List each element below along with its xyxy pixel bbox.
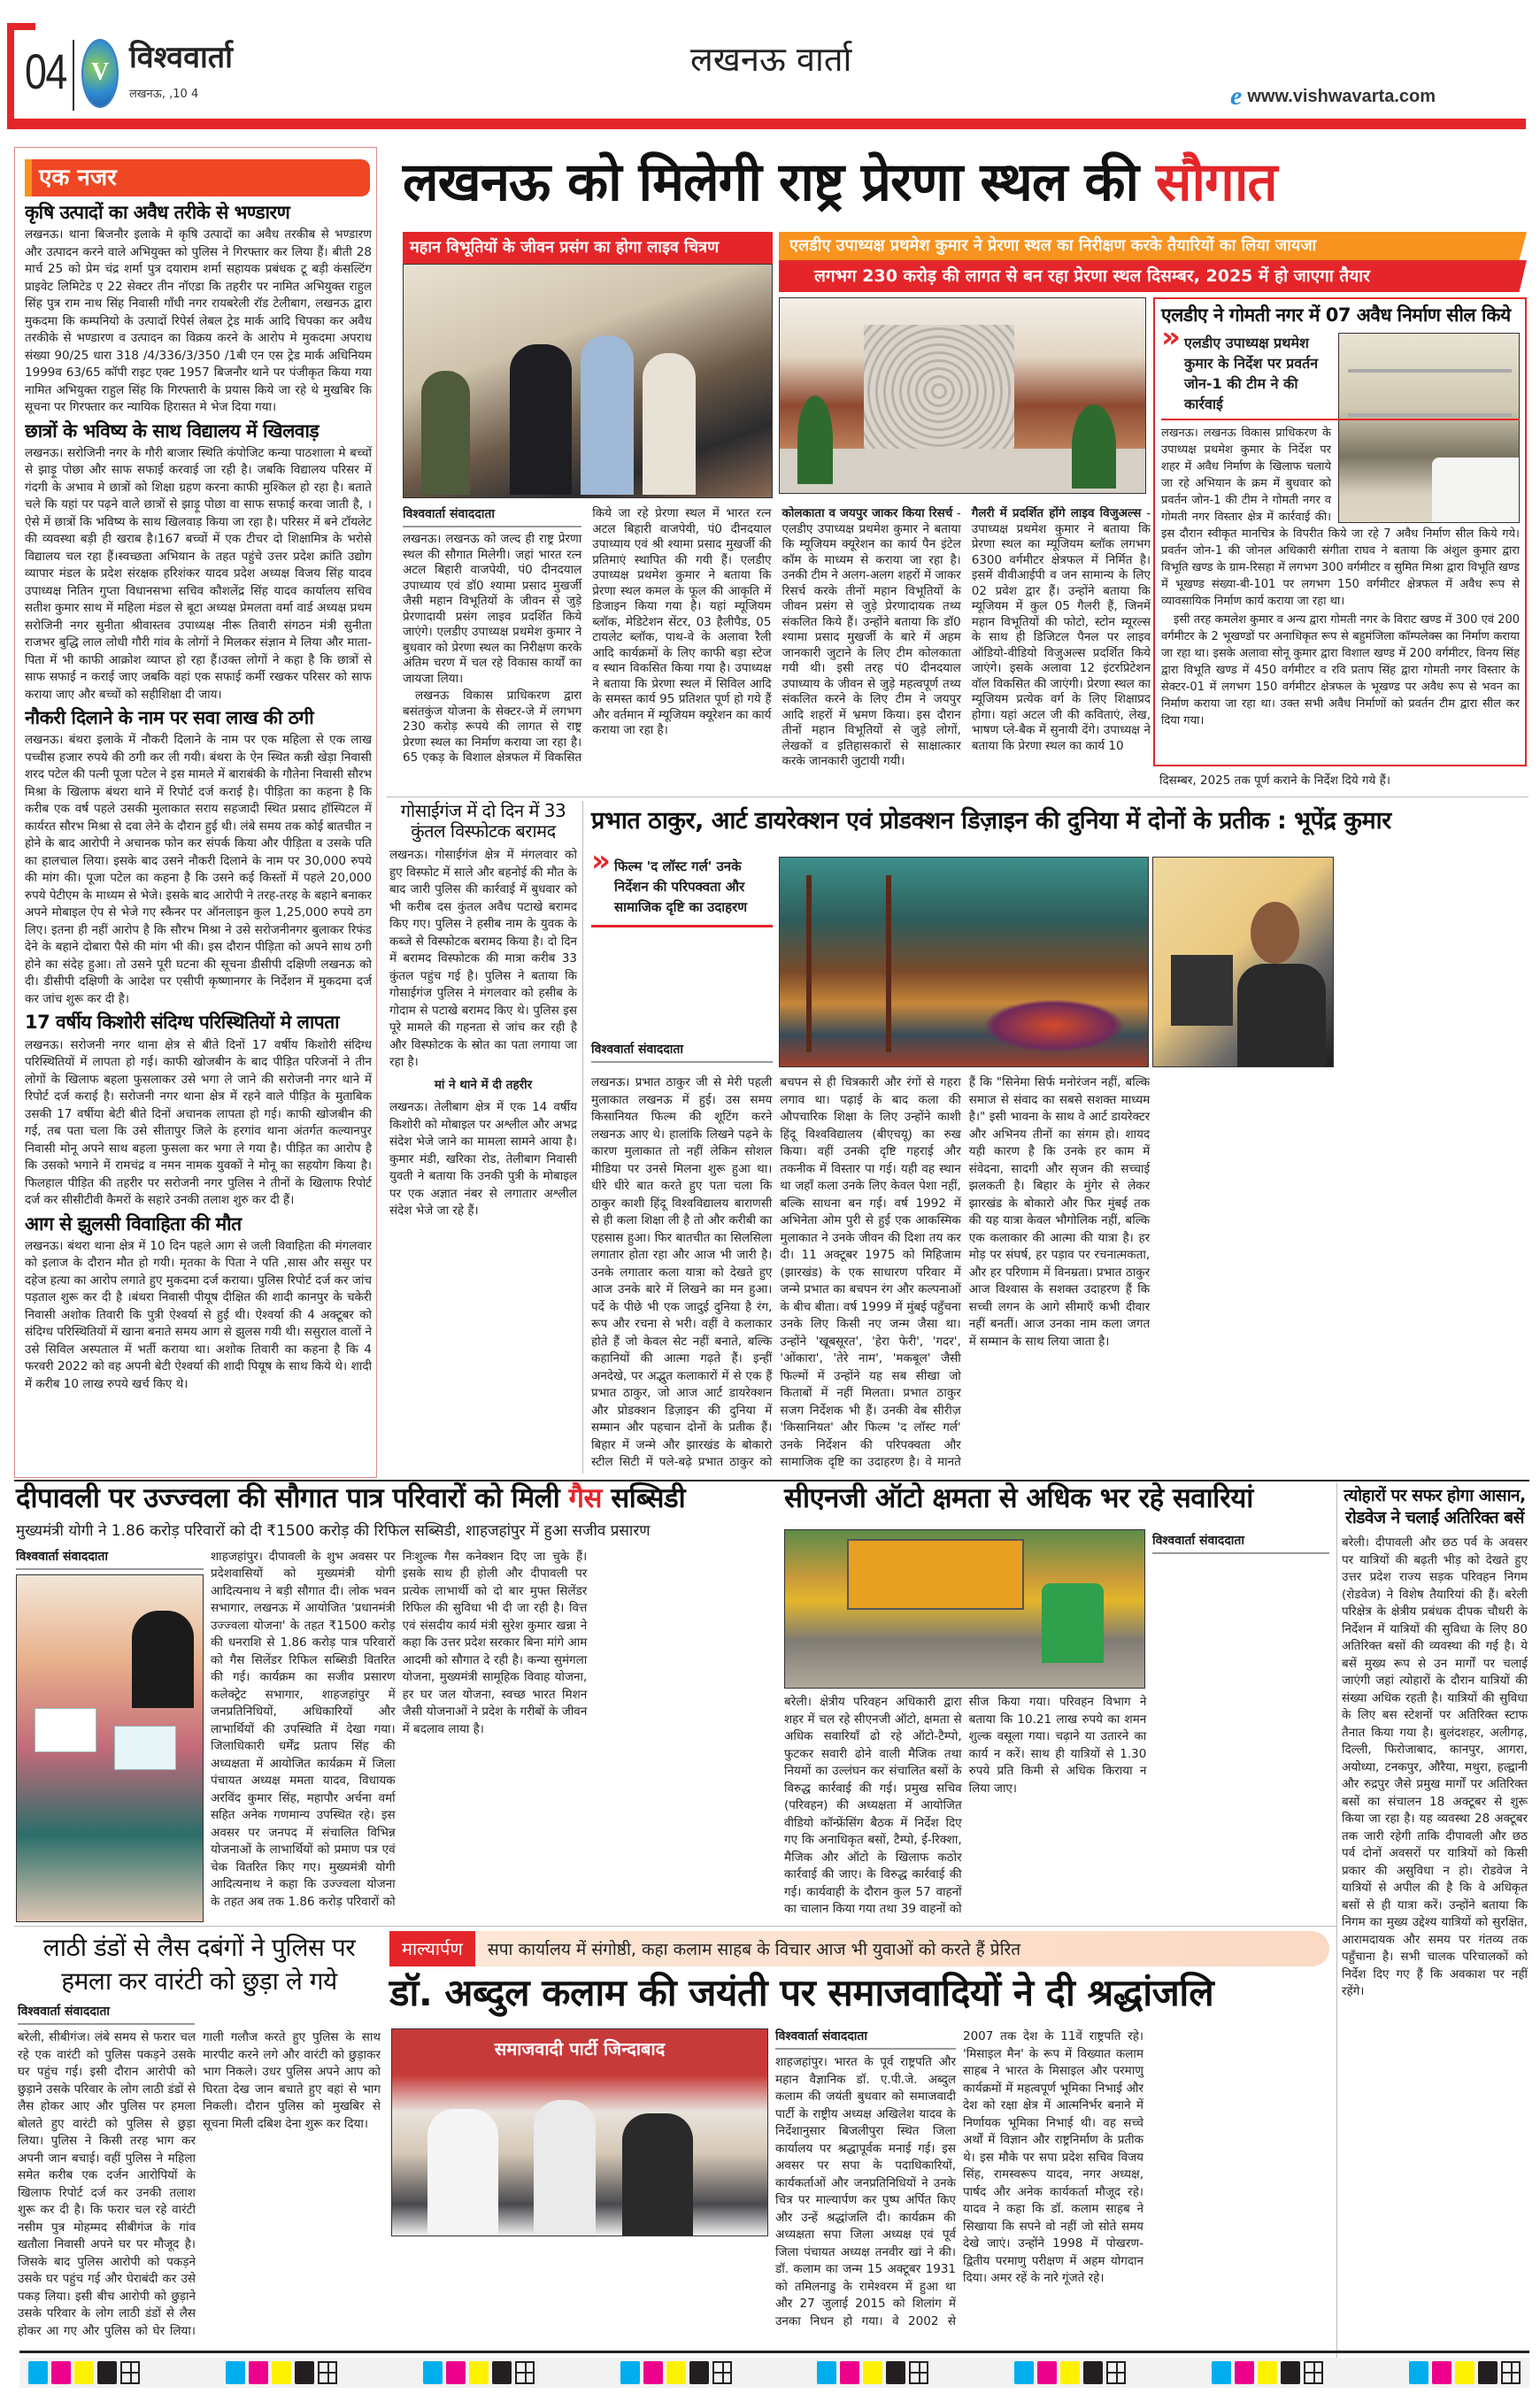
cmyk-swatch bbox=[28, 2360, 140, 2385]
lathi-headline: लाठी डंडों से लैस दबंगों ने पुलिस पर हमला कर वारंटी को छुड़ा ले गये bbox=[42, 1933, 356, 1996]
story-title: छात्रों के भविष्य के साथ विद्यालय में खिलवाड़ bbox=[25, 419, 320, 442]
prabhat-byline: विश्ववार्ता संवाददाता bbox=[591, 1042, 773, 1063]
kalam-strap bbox=[389, 1931, 1329, 1966]
lda-content bbox=[1161, 304, 1520, 761]
prabhat-thakur-photo bbox=[1152, 857, 1334, 1067]
roadways-headline: त्योहारों पर सफर होगा आसान, रोडवेज ने चलाईं अतिरिक्त बसें bbox=[1344, 1486, 1526, 1528]
cng-auto-checking-photo bbox=[784, 1529, 1145, 1689]
story-body: लखनऊ। सरोजनी नगर थाना क्षेत्र से बीते दिनों 17 वर्षीय किशोरी संदिग्ध परिस्थितियों में लापता हो गई। काफी खोजबीन के बाद पीड़ित परिजनों ने तीन लोगों के खिलाफ बहला फुसलाकर उसे भगा ले जाने की सरोजनी नगर थाने में रिपोर्ट दर्ज कराई है। सरोजनी नगर थाना क्षेत्र में रहने वाले पीड़ित के मुताबिक उसकी 17 वर्षीया बेटी बीते दिनों अचानक लापता हो गई। काफी खोजबीन की गई, तब पता चला कि उसे सीतापुर जिले के हरगांव थाना अंतर्गत कल्यानपुर निवासी मोनू अपने साथ बहला फुसला कर भगा ले गया है। पीड़ित का आरोप है कि उसको भगाने में रामचंद्र व नमन नामक युवकों ने मोनू का सहयोग किया है। फिलहाल पीड़ित की तहरीर पर सरोजनी नगर पुलिस ने तीनों के खिलाफ रिपोर्ट दर्ज कर सीसीटीवी कैमरों के सहारे उनकी तलाश शुरु कर दी हैं। bbox=[25, 1037, 372, 1208]
story-title: आग से झुलसी विवाहिता की मौत bbox=[25, 1212, 242, 1235]
story-title: 17 वर्षीय किशोरी संदिग्ध परिस्थितियों मे लापता bbox=[25, 1012, 340, 1034]
section-divider bbox=[14, 1926, 1336, 1927]
ujjwala-headline: दीपावली पर उज्ज्वला की सौगात पात्र परिवारों को मिली गैस सब्सिडी bbox=[16, 1482, 686, 1514]
story-title: नौकरी दिलाने के नाम पर सवा लाख की ठगी bbox=[25, 707, 314, 729]
roadways-section bbox=[1342, 1485, 1528, 2347]
section-title: लखनऊ वार्ता bbox=[690, 40, 852, 79]
page-number: 04 bbox=[25, 43, 66, 99]
lead-continuation: दिसम्बर, 2025 तक पूर्ण कराने के निर्देश दिये गये हैं। bbox=[1159, 773, 1390, 788]
cmyk-swatch bbox=[226, 2360, 337, 2385]
masthead-top-trim bbox=[35, 23, 1526, 32]
lathi-byline: विश्ववार्ता संवाददाता bbox=[18, 2004, 195, 2025]
ujjwala-byline: विश्ववार्ता संवाददाता bbox=[16, 1549, 204, 1570]
gosaiganj-headline: गोसाईगंज में दो दिन में 33 कुंतल विस्फोटक बरामद bbox=[400, 800, 566, 842]
lead-strap-orange: एलडीए उपाध्यक्ष प्रथमेश कुमार ने प्रेरणा स्थल का निरीक्षण करके तैयारियों का लिया जायजा bbox=[789, 236, 1317, 255]
subhead: मां ने थाने में दी तहरीर bbox=[434, 1077, 533, 1092]
prabhat-body bbox=[591, 1074, 1528, 1474]
ek-najar-stories bbox=[25, 202, 372, 1471]
cmyk-swatch bbox=[817, 2360, 928, 2385]
kalam-tribute-photo bbox=[391, 2028, 768, 2236]
ujjwala-section bbox=[16, 1483, 779, 1922]
prabhat-pull-quote: » फिल्म 'द लॉस्ट गर्ल' उनके निर्देशन की परिपक्वता और सामाजिक दृष्टि का उदाहरण bbox=[591, 857, 773, 927]
ujjwala-body bbox=[211, 1549, 779, 1922]
ek-najar-label: एक नजर bbox=[25, 159, 370, 196]
lda-paragraph: लखनऊ। लखनऊ विकास प्राधिकरण के उपाध्यक्ष प्रथमेश कुमार के निर्देश पर शहर में अवैध निर्माण के खिलाफ चलाये जा रहे अभियान के क्रम में बुधवार को प्रवर्तन जोन-1 की टीम ने गोमती नगर व गोमती नगर विस्तार क्षेत्र में कार्रवाई की। इस दौरान स्वीकृत मानचित्र के विपरीत किये जा रहे 7 अवैध निर्माण सील किये गये। प्रवर्तन जोन-1 की जोनल अधिकारी संगीता राघव ने बताया कि अंशुल कुमार द्वारा विभूति खण्ड के ग्राम-रिसहा में लगभग 300 वर्गमीटर व सुमित मिश्रा द्वारा विभूति खण्ड में भूखण्ड संख्या-बी-101 पर लगभग 150 वर्गमीटर क्षेत्रफल में अवैध रूप से व्यावसायिक निर्माण कार्य कराया जा रहा था। bbox=[1161, 427, 1520, 609]
footer-rule bbox=[19, 2351, 1529, 2353]
story-title: कृषि उत्पादों का अवैध तरीके से भण्डारण bbox=[25, 202, 290, 223]
cmyk-swatch bbox=[1212, 2360, 1323, 2385]
story-body: लखनऊ। थाना बिजनौर इलाके मे कृषि उत्पादों का अवैध तरकीब से भण्डारण और उत्पादन करने वाले अभियुक्त को पुलिस ने गिरफ्तार कर लिया हैं। बीती 28 मार्च 25 को प्रेम चंद्र शर्मा पुत्र दयाराम शर्मा सहायक प्रबंधक टू बड़ी कंसल्टिंग प्राइवेट लिमिटेड ए 22 सेक्टर तीन नॉएडा कि तहरीर पर नामित अभियुक्त राहुल सिंह पुत्र राम नाथ सिंह निवासी गाँधी नगर रायबरेली रॉड टेलीबाग, लखनऊ द्वारा मुकदमा कि कम्पनियो के उत्पादों रिपेर्स लेबल ट्रेड मार्क आदि चिपका कर अवैध तरकीके से भण्डारण व उत्पादन का विक्रय करने के आरोप मे मुकदमा अपराध संख्या 90/25 धारा 318 /4/336/3/350 /1बी एन एस ट्रेड मार्क अधिनियम 1999व 63/65 कॉपी राइट एक्ट 1957 बिजनौर थाने पर पंजीकृत किया गया नामित अभियुक्त राहुल सिंह कि गिरफ्तारी के प्रयास किये जा रहे थे मुखबिर कि सूचना पर गिरफ्तार कर न्यायिक हिरासत मे भेज दिया गया। bbox=[25, 227, 372, 415]
story-body: लखनऊ। बंथरा इलाके में नौकरी दिलाने के नाम पर एक महिला से एक लाख पच्चीस हजार रुपये की ठगी कर ली गयी। बंथरा के ऐन स्थित कन्नी खेड़ा निवासी शरद पटेल की पत्नी पूजा पटेल ने इस मामले में बाराबंकी के गौतेना निवासी सौरभ मिश्रा के खिलाफ बंथरा थाने में रिपोर्ट दर्ज कराई है। पीड़िता का कहना है कि करीब एक वर्ष पहले उसकी मुलाकात सराय सहजादी स्थित प्रसाद हॉस्पिटल में कार्यरत सौरभ मिश्रा से दवा लेने के दौरान हुई थी। लंबे समय तक कोई बातचीत न होने के बाद आरोपी ने अचानक फोन कर संपर्क किया और पीड़िता व उसके पति का हालचाल लिया। इसके बाद उसने नौकरी दिलाने के नाम पर 30,000 रुपये की मांग की। पूजा पटेल का कहना है कि उसने कई किस्तों में पहले 20,000 रुपये पेटीएम के माध्यम से भेजे। इसके बाद आरोपी ने तरह-तरह के बहाने बनाकर अपने मोबाइल ऐप से भेजे गए स्कैनर पर ऑनलाइन कुल 1,25,000 रुपये ठग लिए। इतना ही नहीं आरोप है कि सौरभ मिश्रा ने उसे सरोजनीनगर बुलाकर रिफंड देने के बहाने दोबारा पैसे की मांग भी की। इस दौरान पीड़िता को अपने साथ ठगी होने का संदेह हुआ। तो उसने पूरी घटना की सूचना डीसीपी दक्षिणी लखनऊ को दी। डीसीपी दक्षिणी के आदेश पर एसीपी कृष्णानगर के निर्देशन में मुकदमा दर्ज कर जांच शुरू कर दी है। bbox=[25, 733, 372, 1006]
lead-headline: लखनऊ को मिलेगी राष्ट्र प्रेरणा स्थल की सौगात bbox=[403, 151, 1277, 213]
cmyk-swatch bbox=[1409, 2360, 1521, 2385]
lathi-section bbox=[18, 1931, 381, 2347]
color-registration-bar bbox=[19, 2358, 1529, 2388]
ujjwala-content bbox=[16, 1549, 779, 1922]
column-divider bbox=[1336, 1483, 1337, 2368]
gosaiganj-body bbox=[389, 847, 577, 1475]
kalam-headline: डॉ. अब्दुल कलाम की जयंती पर समाजवादियों ने दी श्रद्धांजलि bbox=[389, 1971, 1214, 2014]
kalam-paragraph: शाहजहांपुर। भारत के पूर्व राष्ट्रपति और महान वैज्ञानिक डॉ. ए.पी.जे. अब्दुल कलाम की जयंती बुधवार को समाजवादी पार्टी के राष्ट्रीय अध्यक्ष अखिलेश यादव के निर्देशानुसार बिजलीपुरा स्थित जिला कार्यालय पर श्रद्धापूर्वक मनाई गई। इस अवसर पर सपा के पदाधिकारियों, कार्यकर्ताओं और जनप्रतिनिधियों ने उनके चित्र पर माल्यार्पण कर पुष्प अर्पित किए और उन्हें श्रद्धांजलि दी। कार्यक्रम की अध्यक्षता सपा जिला अध्यक्ष एवं पूर्व जिला पंचायत अध्यक्ष तनवीर खां ने की। डॉ. कलाम का जन्म 15 अक्टूबर 1931 को तमिलनाडु के रामेश्वरम में हुआ था और 27 जुलाई 2015 को शिलांग में उनका निधन हो गया। वे 2002 से 2007 तक देश के 11वें राष्ट्रपति रहे। 'मिसाइल मैन' के रूप में विख्यात कलाम साहब ने भारत के मिसाइल और परमाणु कार्यक्रमों में महत्वपूर्ण भूमिका निभाई और देश को रक्षा क्षेत्र में आत्मनिर्भर बनाने में निर्णायक भूमिका निभाई थी। वह सच्चे अर्थों में विज्ञान और राष्ट्रनिर्माण के प्रतीक थे। इस मौके पर सपा प्रदेश सचिव विजय सिंह, रामस्वरूप यादव, नगर अध्यक्ष, पार्षद और अनेक कार्यकर्ता मौजूद रहे। यादव ने कहा कि डॉ. कलाम साहब ने सिखाया कि सपने वो नहीं जो सोते समय देखे जाएं। उन्होंने 1998 में पोखरण-द्वितीय परमाणु परीक्षण में अहम योगदान दिया। अमर रहें के नारे गूंजते रहे। bbox=[775, 2029, 1143, 2328]
lead-paragraph: कोलकाता व जयपुर जाकर किया रिसर्च - एलडीए उपाध्यक्ष प्रथमेश कुमार ने बताया कि म्यूजियम क्यूरेशन का कार्य पैन इंटेल कॉम के माध्यम से कराया जा रहा है। उनकी टीम ने अलग-अलग शहरों में जाकर रिसर्च करके तीनों महान विभूतियों के जीवन प्रसंग से जुड़े प्रेरणादायक तथ्य संकलित किये हैं। उन्होंने बताया कि डॉ0 श्यामा प्रसाद मुखर्जी के बारे में अहम जानकारी जुटाने के लिए टीम कोलकाता गयी थी। इसी तरह पं0 दीनदयाल उपाध्याय के जीवन से जुड़े महत्वपूर्ण तथ्य संकलित करने के लिए टीम ने जयपुर आदि शहरों में भ्रमण किया। इस दौरान तीनों महान विभूतियों से जुड़े लोगों, लेखकों व इतिहासकारों से साक्षात्कार करके जानकारी जुटायी गयी। bbox=[782, 506, 961, 768]
prabhat-intro bbox=[591, 857, 773, 1067]
gosaiganj-paragraph: लखनऊ। तेलीबाग क्षेत्र में एक 14 वर्षीय किशोरी को मोबाइल पर अश्लील और अभद्र संदेश भेजे जाने का मामला सामने आया है। कुमार मंडी, खरिका रोड, तेलीबाग निवासी युवती ने बताया कि उनकी पुत्री के मोबाइल पर एक अज्ञात नंबर से लगातार अश्लील संदेश भेजे जा रहे हैं। bbox=[389, 1100, 577, 1218]
lead-paragraph: गैलरी में प्रदर्शित होंगे लाइव विजुअल्स - उपाध्यक्ष प्रथमेश कुमार ने बताया कि प्रेरणा स्थल का म्यूजियम ब्लॉक लगभग 6300 वर्गमीटर क्षेत्रफल में निर्मित है। इसमें वीवीआईपी व जन सामान्य के लिए 02 प्रवेश द्वार हैं। उन्होंने बताया कि म्यूजियम में कुल 05 गैलरी हैं, जिनमें महान विभूतियों की फोटो, स्टोन म्यूरल्स के साथ ही डिजिटल पैनल पर लाइव ऑडियो-वीडियो विजुअल्स प्रदर्शित किये जाएंगे। इसके अलावा 12 इंटरप्रिटेशन वॉल विकसित की जाएंगी। प्रेरणा स्थल का म्यूजियम प्रत्येक वर्ग के लिए शिक्षाप्रद होगा। यहां अटल जी की कविताएं, लेख, भाषण प्ले-बैक में सुनायी देंगे। उपाध्यक्ष ने बताया कि प्रेरणा स्थल का कार्य 10 bbox=[971, 506, 1151, 753]
subhead: गैलरी में प्रदर्शित होंगे लाइव विजुअल्स bbox=[971, 506, 1142, 520]
lead-paragraph: लखनऊ। लखनऊ को जल्द ही राष्ट्र प्रेरणा स्थल की सौगात मिलेगी। जहां भारत रत्न अटल बिहारी वाजपेयी, पं0 दीनदयाल उपाध्याय एवं डॉ0 श्यामा प्रसाद मुखर्जी जैसी महान विभूतियों के जीवन से जुड़े प्रेरणादायी प्रसंग लाइव प्रदर्शित किये जाएंगे। एलडीए उपाध्यक्ष प्रथमेश कुमार ने बुधवार को प्रेरणा स्थल का निरीक्षण करके अंतिम चरण में चल रहे विकास कार्यों का जायजा लिया। bbox=[403, 532, 582, 686]
paper-name: विश्ववार्ता bbox=[129, 40, 233, 75]
dateline: लखनऊ, ,10 4 bbox=[129, 88, 199, 101]
kalam-byline: विश्ववार्ता संवाददाता bbox=[775, 2028, 956, 2050]
lead-strap-red: लगभग 230 करोड़ की लागत से बन रहा प्रेरणा स्थल दिसम्बर, 2025 में हो जाएगा तैयार bbox=[814, 266, 1370, 286]
story-body: लखनऊ। बंथरा थाना क्षेत्र में 10 दिन पहले आग से जली विवाहिता की मंगलवार को इलाज के दौरान मौत हो गयी। मृतका के पिता ने पति ,सास और ससुर पर दहेज हत्या का आरोप लगाते हुए मुकदमा दर्ज कराया। पुलिस रिपोर्ट दर्ज कर जांच पड़ताल शुरू कर दी है ।बंथरा निवासी पीयूष दीक्षित की शादी कानपुर के चकेरी निवासी अशोक तिवारी कि पुत्री ऐश्वर्या से हुई थी। ऐश्वर्या की 4 अक्टूबर को संदिग्ध परिस्थितियों में खाना बनाते समय आग से झुलस गयी थी। ससुराल वालों ने उसे सिविल अस्पताल में भर्ती कराया था। अशोक तिवारी का कहना है कि 4 फरवरी 2022 को वह अपनी बेटी ऐश्वर्या की शादी पियूष के साथ किये थे। शादी में करीब 10 लाख रुपये खर्च किए थे। bbox=[25, 1238, 372, 1391]
ujjwala-left-column bbox=[16, 1549, 204, 1922]
lda-headline: एलडीए ने गोमती नगर में 07 अवैध निर्माण सील किये bbox=[1161, 304, 1511, 326]
byline: विश्ववार्ता संवाददाता bbox=[403, 506, 581, 527]
section-divider bbox=[14, 1480, 1529, 1481]
inspection-photo bbox=[403, 264, 773, 498]
ujjwala-subheadline: मुख्यमंत्री योगी ने 1.86 करोड़ परिवारों को दी ₹1500 करोड़ की रिफिल सब्सिडी, शाहजहांपुर में हुआ सजीव प्रसारण bbox=[16, 1521, 651, 1540]
logo-globe-icon: V bbox=[81, 39, 119, 108]
gosaiganj-paragraph: लखनऊ। गोसाईगंज क्षेत्र में मंगलवार को हुए विस्फोट में साले और बहनोई की मौत के बाद जारी पुलिस की कार्रवाई में बुधवार को भी करीब दस कुंतल अवैध पटाखे बरामद किए गए। पुलिस ने हसीब नाम के युवक के कब्जे से विस्फोटक बरामद किया है। दो दिन में बरामद विस्फोटक की मात्रा करीब 33 कुंतल पहुंच गई है। पुलिस ने बताया कि गोसाईगंज पुलिस ने मंगलवार को हसीब के गोदाम से पटाखे बरामद किए थे। पुलिस इस पूरे मामले की गहनता से जांच कर रही है और विस्फोटक के स्रोत का पता लगाया जा रहा है। bbox=[389, 848, 577, 1069]
cmyk-swatch bbox=[423, 2360, 535, 2385]
cmyk-swatch bbox=[620, 2360, 732, 2385]
column-divider bbox=[582, 801, 583, 1474]
cng-byline: विश्ववार्ता संवाददाता bbox=[1152, 1533, 1329, 1554]
ujjwala-paragraph: शाहजहांपुर। दीपावली के शुभ अवसर पर प्रदेशवासियों को मुख्यमंत्री योगी आदित्यनाथ ने बड़ी सौगात दी। लोक भवन सभागार, लखनऊ में आयोजित 'प्रधानमंत्री उज्ज्वला योजना' के तहत ₹1500 करोड़ की धनराशि से 1.86 करोड़ पात्र परिवारों को गैस सिलेंडर रिफिल सब्सिडी वितरित की गई। कार्यक्रम का सजीव प्रसारण कलेक्ट्रेट सभागार, शाहजहांपुर में जनप्रतिनिधियों, अधिकारियों और लाभार्थियों की उपस्थिति में देखा गया। जिलाधिकारी धर्मेंद्र प्रताप सिंह की अध्यक्षता में आयोजित कार्यक्रम में जिला पंचायत अध्यक्ष ममता यादव, विधायक अरविंद कुमार सिंह, महापौर अर्चना वर्मा सहित अनेक गणमान्य उपस्थित रहे। इस अवसर पर जनपद में संचालित विभिन्न योजनाओं के लाभार्थियों को प्रमाण पत्र एवं चेक वितरित किए गए। मुख्यमंत्री योगी आदित्यनाथ ने कहा कि उज्ज्वला योजना के तहत अब तक 1.86 करोड़ परिवारों को निःशुल्क गैस कनेक्शन दिए जा चुके हैं। इसके साथ ही होली और दीपावली पर प्रत्येक लाभार्थी को दो बार मुफ्त सिलेंडर रिफिल की सुविधा भी दी जा रही है। वित्त एवं संसदीय कार्य मंत्री सुरेश कुमार खन्ना ने कहा कि उत्तर प्रदेश सरकार बिना मांगे आम आदमी को सौगात दे रही है। कन्या सुमंगला योजना, मुख्यमंत्री सामूहिक विवाह योजना, हर घर जल योजना, स्वच्छ भारत मिशन जैसी योजनाओं ने प्रदेश के गरीबों के जीवन में बदलाव लाया है। bbox=[211, 1549, 588, 1909]
browser-e-icon: e bbox=[1230, 81, 1243, 111]
kalam-body bbox=[775, 2028, 1331, 2347]
gosaiganj-section bbox=[389, 801, 577, 1475]
section-divider bbox=[387, 796, 1528, 797]
story-body: लखनऊ। सरोजिनी नगर के गौरी बाजार स्थिति कंपोजिट कन्या पाठशाला मे बच्चों से झाड़ू पोछा और साफ सफाई करवाई जा रही है। जबकि विद्यालय परिसर में गंदगी के अभाव मे छात्रों को शिक्षा ग्रहण करना काफी मुश्किल हो रहा है। बताते चले कि यहां पर पढ़ने वाले छात्रों से झाड़ू पोछा वा साफ सफाई करवा जाती है, ।ऐसे में छात्रों कि भविष्य के साथ खिलवाड़ किया जा रहा है। परिसर में बने टॉयलेट की व्यवस्था बड़ी ही खराब है।167 बच्चों में एक टीचर दो शिक्षामित्र के भरोसे विद्यालय चल रहा हैं।स्वच्छता अभियान के तहत पहुंचे उत्तर प्रदेश क्रांति उद्योग व्यापार मंडल के प्रदेश संरक्षक हरिशंकर यादव प्रदेश अध्यक्ष विजय सिंह यादव उपाध्यक्ष नितिन गुप्ता विधानसभा सचिव कौशलेंद्र सिंह यादव कार्यालय सचिव सतीश कुमार साथ में महिला मंडल से बूटा अध्यक्ष प्रेमलता वर्मा वार्ड अध्यक्ष प्रथम सरोजिनी नगर सुनीता श्रीवास्तव उपाध्यक्ष नीरू तिवारी संगठन मंत्री सुनीता राजभर बुद्धि लाल लोधी गौरी गांव के लोगों ने मिलकर संज्ञान मे लिया और माता-पिता में भी काफी आक्रोश व्याप्त हो रहा हैं।उक्त लोगों ने कहा है कि छात्रों से साफ सफाई न कराई जाए जबकि वहां एक सफाई कर्मी रखकर परिसर को साफ कराया जाए और बच्चों को सहीशिक्षा दी जाय। bbox=[25, 445, 372, 702]
lead-paragraph: लखनऊ विकास प्राधिकरण द्वारा बसंतकुंज योजना के सेक्टर-जे में लगभग 230 करोड़ रूपये की लागत से राष्ट्र प्रेरणा स्थल का निर्माण कराया जा रहा है। 65 एकड़ के विशाल क्षेत्रफल में विकसित किये जा रहे प्रेरणा स्थल में भारत रत्न अटल बिहारी वाजपेयी, पं0 दीनदयाल उपाध्याय एवं श्री श्यामा प्रसाद मुखर्जी की प्रतिमाएं स्थापित की गयी हैं। एलडीए उपाध्यक्ष प्रथमेश कुमार ने बताया कि प्रेरणा स्थल कमल के फूल की आकृति में डिजाइन किया गया है। यहां म्यूजियम ब्लॉक, मेडिटेशन सेंटर, 03 हैलीपैड, 05 टायलेट ब्लॉक, पाथ-वे के अलावा रैली आदि कार्यक्रमों के लिए काफी बड़ा स्टेज व स्थान विकसित किया गया है। उपाध्यक्ष ने बताया कि प्रेरणा स्थल में सिविल आदि के समस्त कार्य 95 प्रतिशत पूर्ण हो गये हैं और वर्तमान में म्यूजियम क्यूरेशन का कार्य कराया जा रहा है। bbox=[403, 506, 772, 765]
ujjwala-beneficiaries-photo bbox=[16, 1574, 204, 1922]
masthead-divider bbox=[73, 40, 74, 111]
lda-pull-quote: » एलडीए उपाध्यक्ष प्रथमेश कुमार के निर्देश पर प्रवर्तन जोन-1 की टीम ने की कार्रवाई bbox=[1161, 333, 1520, 420]
cng-paragraph: बरेली। क्षेत्रीय परिवहन अधिकारी द्वारा शहर में चल रहे सीएनजी ऑटो, क्षमता से अधिक सवारियाँ ढो रहे ऑटो-टैम्पो, फुटकर सवारी ढोने वाली मैजिक तथा नियमों का उल्लंघन कर संचालित बसों के विरुद्ध कार्रवाई की गई। प्रमुख सचिव (परिवहन) की अध्यक्षता में आयोजित वीडियो कॉन्फ्रेंसिंग बैठक में निर्देश दिए गए कि अनाधिकृत बसों, टैम्पो, ई-रिक्शा, मैजिक और ऑटो के खिलाफ कठोर कार्रवाई की जाए। के विरुद्ध कार्रवाई की गई। कार्यवाही के दौरान कुल 57 वाहनों का चालान किया गया तथा 39 वाहनों को सीज किया गया। परिवहन विभाग ने बताया कि 10.21 लाख रुपये का शमन शुल्क वसूला गया। चढ़ाने या उतारने का कार्य न करें। साथ ही यात्रियों से 1.30 रुपये प्रति किमी से अधिक किराया न लिया जाए। bbox=[784, 1695, 1147, 1916]
kalam-label: माल्यार्पण bbox=[389, 1931, 475, 1966]
lda-paragraph: इसी तरह कमलेश कुमार व अन्य द्वारा गोमती नगर के विराट खण्ड में 300 एवं 200 वर्गमीटर के 2 भूखण्डों पर अनाधिकृत रूप से बहुमंजिला कॉम्पलेक्स का निर्माण कराया जा रहा था। इसके अलावा सोनू कुमार द्वारा विशाल खण्ड में 200 वर्गमीटर, विनय सिंह द्वारा विभूति खण्ड में 450 वर्गमीटर व रवि प्रताप सिंह द्वारा गोमती नगर विस्तार के सेक्टर-01 में लगभग 150 वर्गमीटर क्षेत्रफल के भूखण्ड पर अवैध रूप से भवन का निर्माण कराया जा रहा था। उक्त सभी अवैध निर्माणों को प्रवर्तन टीम द्वारा सील कर दिया गया। bbox=[1161, 613, 1520, 728]
lathi-paragraph: बरेली, सीबीगंज। लंबे समय से फरार चल रहे एक वारंटी को पुलिस पकड़ने उसके घर पहुंच गई। इसी दौरान आरोपी को छुड़ाने उसके परिवार के लोग लाठी डंडों से लैस होकर आए और पुलिस पर हमला बोलते हुए वारंटी को पुलिस से छुड़ा लिया। पुलिस ने किसी तरह भाग कर अपनी जान बचाई। वहीं पुलिस ने महिला समेत करीब एक दर्जन आरोपियों के खिलाफ रिपोर्ट दर्ज कर उनकी तलाश शुरू कर दी है। कि फरार चल रहे वारंटी नसीम पुत्र मोहम्मद सीबीगंज के गांव खतौला निवासी अपने घर पर मौजूद है। जिसके बाद पुलिस आरोपी को पकड़ने उसके घर पहुंच गई और घेराबंदी कर उसे पकड़ लिया। इसी बीच आरोपी को छुड़ाने उसके परिवार के लोग लाठी डंडों से लैस होकर आ गए और पुलिस को घेर लिया। गाली गलौज करते हुए पुलिस के साथ मारपीट करने लगे और वारंटी को छुड़ाकर भाग निकले। उधर पुलिस अपने आप को घिरता देख जान बचाते हुए वहां से भाग निकली। दौरान पुलिस को मुखबिर से सूचना मिली दबिश देना शुरू कर दिया। bbox=[18, 2030, 381, 2338]
website-link[interactable]: e www.vishwavarta.com bbox=[1230, 81, 1436, 111]
prabhat-headline: प्रभात ठाकुर, आर्ट डायरेक्शन एवं प्रोडक्शन डिज़ाइन की दुनिया में दोनों के प्रतीक : भूपेंद्र कुमार bbox=[591, 807, 1391, 835]
cng-body bbox=[784, 1694, 1331, 1920]
subhead: कोलकाता व जयपुर जाकर किया रिसर्च bbox=[782, 506, 953, 520]
roadways-body: बरेली। दीपावली और छठ पर्व के अवसर पर यात्रियों की बढ़ती भीड़ को देखते हुए उत्तर प्रदेश राज्य सड़क परिवहन निगम (रोडवेज) ने विशेष तैयारियां की हैं। बरेली परिक्षेत्र के क्षेत्रीय प्रबंधक दीपक चौधरी के निर्देशन में यात्रियों की सुविधा के लिए 80 अतिरिक्त बसों की व्यवस्था की गई है। ये बसें मुख्य रूप से उन मार्गों पर चलाई जाएंगी जहां त्योहारों के दौरान यात्रियों की संख्या अधिक रहती है। यात्रियों की सुविधा के लिए बस स्टेशनों पर अतिरिक्त स्टाफ तैनात किया गया है। बुलंदशहर, अलीगढ़, दिल्ली, फिरोजाबाद, कानपुर, आगरा, अयोध्या, टनकपुर, औरैया, मथुरा, हल्द्वानी और रुद्रपुर जैसे प्रमुख मार्गों पर अतिरिक्त बसों का संचालन 18 अक्टूबर से शुरू किया जा रहा है। यह व्यवस्था 28 अक्टूबर तक जारी रहेगी ताकि दीपावली और छठ पर्व दोनों अवसरों पर यात्रियों को किसी प्रकार की असुविधा न हो। रोडवेज ने यात्रियों से अपील की है कि वे अधिकृत बसों से ही यात्रा करें। उन्होंने बताया कि निगम का मुख्य उद्देश्य यात्रियों को सुरक्षित, आरामदायक और समय पर गंतव्य तक पहुँचाना है। सभी चालक परिचालकों को निर्देश दिए गए हैं कि अवकाश पर नहीं रहेंगे। bbox=[1342, 1535, 1528, 1998]
kalam-strap-text: सपा कार्यालय में संगोष्ठी, कहा कलाम साहब के विचार आज भी युवाओं को करते हैं प्रेरित bbox=[487, 1940, 1021, 1959]
lathi-body bbox=[18, 2029, 381, 2347]
cmyk-swatch bbox=[1014, 2360, 1126, 2385]
film-set-photo bbox=[779, 857, 1149, 1067]
cng-headline: सीएनजी ऑटो क्षमता से अधिक भर रहे सवारियां bbox=[784, 1482, 1253, 1514]
photo-banner-text: समाजवादी पार्टी जिन्दाबाद bbox=[494, 2038, 666, 2059]
lead-body bbox=[403, 506, 1151, 770]
lda-body bbox=[1161, 333, 1520, 761]
lead-photo-strap: महान विभूतियों के जीवन प्रसंग का होगा लाइव चित्रण bbox=[410, 238, 720, 257]
prerna-sthal-rendering bbox=[779, 297, 1146, 494]
prabhat-paragraph: लखनऊ। प्रभात ठाकुर जी से मेरी पहली मुलाकात लखनऊ में हुई। उस समय किसानियत फिल्म की शूटिंग करने लखनऊ आए थे। हालांकि लिखने पढ़ने के कारण मुलाकात तो नहीं लेकिन सोशल मीडिया पर उनसे मिलना शुरू हुआ था। धीरे धीरे बात करते हुए पता चला कि ठाकुर काशी हिंदू विश्वविद्यालय बाराणसी से ही कला शिक्षा ली है तो और करीबी का एहसास हुआ। फिर बातचीत का सिलसिला लगातार होता रहा और आज भी जारी है। उनके लगातार कला यात्रा को देखते हुए आज उनके बारे में लिखने का मन हुआ। पर्दे के पीछे भी एक जादुई दुनिया है रंग, रूप और रचना से भरी। वहीं वे कलाकार होते हैं जो केवल सेट नहीं बनाते, बल्कि कहानियों की आत्मा गढ़ते हैं। इन्हीं अनदेखे, पर अद्भुत कलाकारों में से एक हैं प्रभात ठाकुर, जो आज आर्ट डायरेक्शन और प्रोडक्शन डिज़ाइन की दुनिया में सम्मान और पहचान दोनों के प्रतीक हैं। बिहार में जन्मे और झारखंड के बोकारो स्टील सिटी में पले-बढ़े प्रभात ठाकुर को बचपन से ही चित्रकारी और रंगों से गहरा लगाव था। पढ़ाई के बाद कला की औपचारिक शिक्षा के लिए उन्होंने काशी हिंदू विश्वविद्यालय (बीएचयू) का रुख किया। वहीं उनकी दृष्टि गहराई और तकनीक में विस्तार पा गई। यही वह स्थान था जहाँ कला उनके लिए केवल पेशा नहीं, बल्कि साधना बन गई। वर्ष 1992 में अभिनेता ओम पुरी से हुई एक आकस्मिक मुलाकात ने उनके जीवन की दिशा तय कर दी। 11 अक्टूबर 1975 को मिहिजाम (झारखंड) के एक साधारण परिवार में जन्मे प्रभात का बचपन रंग और कल्पनाओं के बीच बीता। वर्ष 1999 में मुंबई पहुँचना उनके लिए किसी नए जन्म जैसा था। उन्होंने 'खूबसूरत', 'हेरा फेरी', 'गदर', 'ओंकारा', 'तेरे नाम', 'मकबूल' जैसी फिल्मों में उन्होंने यह सब सीखा जो किताबों में नहीं मिलता। प्रभात ठाकुर सजग निर्देशक भी हैं। उनकी वेब सीरीज़ 'किसानियत' और फिल्म 'द लॉस्ट गर्ल' उनके निर्देशन की परिपक्वता और सामाजिक दृष्टि का उदाहरण है। वे मानते हैं कि "सिनेमा सिर्फ मनोरंजन नहीं, बल्कि समाज से संवाद का सबसे सशक्त माध्यम है।" इसी भावना के साथ वे आर्ट डायरेक्टर और अभिनय तीनों का संगम हो। शायद यही कारण है कि उनके हर काम में संवेदना, सादगी और सृजन की सच्चाई झलकती है। बिहार के मुंगेर से लेकर झारखंड के बोकारो और फिर मुंबई तक की यह यात्रा केवल भौगोलिक नहीं, बल्कि एक कलाकार की आत्मा की यात्रा है। हर मोड़ पर संघर्ष, हर पड़ाव पर रचनात्मकता, और हर परिणाम में विनम्रता। प्रभात ठाकुर आज विश्वास के सशक्त उदाहरण हैं कि सच्ची लगन के आगे सीमाएँ कभी दीवार नहीं बनतीं। आज उनका नाम कला जगत में सम्मान के साथ लिया जाता है। bbox=[591, 1075, 1151, 1469]
